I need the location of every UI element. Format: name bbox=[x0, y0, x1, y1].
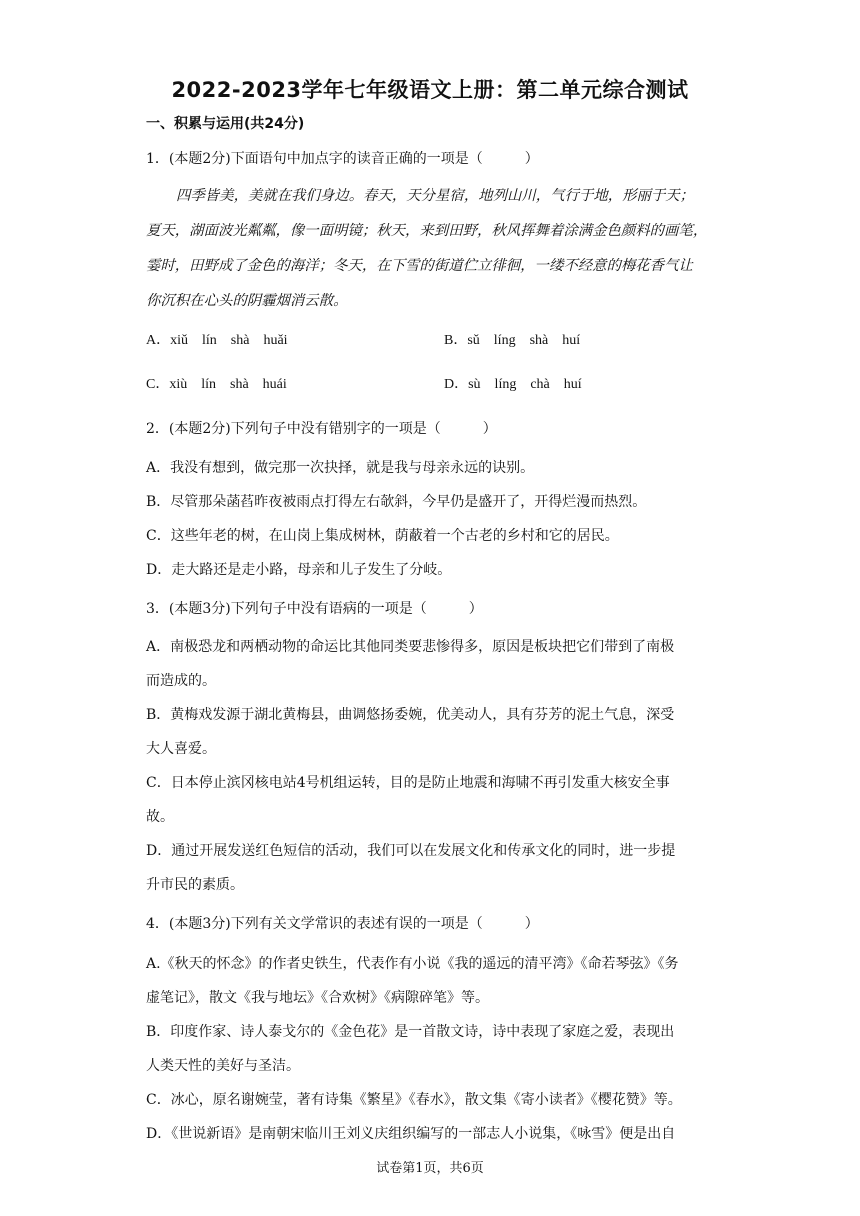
q2-option-b: B．尽管那朵菡萏昨夜被雨点打得左右欹斜，今早仍是盛开了，开得烂漫而热烈。 bbox=[146, 494, 647, 510]
page-title: 2022-2023学年七年级语文上册：第二单元综合测试 bbox=[171, 78, 689, 102]
q2-option-c: C．这些年老的树，在山岗上集成树林，荫蔽着一个古老的乡村和它的居民。 bbox=[146, 528, 619, 544]
q3-line-1: A．南极恐龙和两栖动物的命运比其他同类要悲惨得多，原因是板块把它们带到了南极 bbox=[146, 639, 675, 655]
q3-line-4: 大人喜爱。 bbox=[146, 741, 216, 757]
q3-line-5: C．日本停止滨冈核电站4号机组运转，目的是防止地震和海啸不再引发重大核安全事 bbox=[146, 775, 670, 791]
question-3-label: 3．(本题3分)下列句子中没有语病的一项是（ ） bbox=[146, 601, 483, 617]
question-4-label: 4．(本题3分)下列有关文学常识的表述有误的一项是（ ） bbox=[146, 916, 539, 932]
passage-line-2: 夏天，湖面波光粼粼，像一面明镜；秋天，来到田野，秋风挥舞着涂满金色颜料的画笔， bbox=[146, 223, 708, 239]
q4-line-4: 人类天性的美好与圣洁。 bbox=[146, 1058, 300, 1074]
q3-line-6: 故。 bbox=[146, 809, 174, 825]
q1-option-d: D．sù líng chà huí bbox=[444, 377, 582, 392]
q1-option-b: B．sǔ líng shà huí bbox=[444, 333, 581, 348]
passage-line-4: 你沉积在心头的阴霾烟消云散。 bbox=[146, 293, 348, 309]
q1-option-c: C．xiù lín shà huái bbox=[146, 377, 287, 392]
passage-line-3: 霎时，田野成了金色的海洋；冬天，在下雪的街道伫立徘徊，一缕不经意的梅花香气让 bbox=[146, 258, 693, 274]
q4-line-2: 虚笔记》，散文《我与地坛》《合欢树》《病隙碎笔》等。 bbox=[146, 990, 489, 1006]
passage-line-1: 四季皆美，美就在我们身边。春天，天分星宿，地列山川，气行于地，形丽于天； bbox=[176, 188, 695, 204]
question-1-label: 1．(本题2分)下面语句中加点字的读音正确的一项是（ ） bbox=[146, 151, 539, 167]
q3-line-3: B．黄梅戏发源于湖北黄梅县，曲调悠扬委婉，优美动人，具有芬芳的泥土气息，深受 bbox=[146, 707, 675, 723]
q4-line-5: C．冰心，原名谢婉莹，著有诗集《繁星》《春水》，散文集《寄小读者》《樱花赞》等。 bbox=[146, 1092, 682, 1108]
q3-line-8: 升市民的素质。 bbox=[146, 877, 244, 893]
question-2-label: 2．(本题2分)下列句子中没有错别字的一项是（ ） bbox=[146, 421, 497, 437]
q4-line-6: D．《世说新语》是南朝宋临川王刘义庆组织编写的一部志人小说集，《咏雪》便是出自 bbox=[146, 1126, 676, 1142]
q3-line-2: 而造成的。 bbox=[146, 673, 216, 689]
page-footer: 试卷第1页，共6页 bbox=[376, 1161, 484, 1176]
q4-line-3: B．印度作家、诗人泰戈尔的《金色花》是一首散文诗，诗中表现了家庭之爱，表现出 bbox=[146, 1024, 675, 1040]
q2-option-d: D．走大路还是走小路，母亲和儿子发生了分岐。 bbox=[146, 562, 452, 578]
q4-line-1: A.《秋天的怀念》的作者史铁生，代表作有小说《我的遥远的清平湾》《命若琴弦》《务 bbox=[146, 956, 679, 972]
section-heading: 一、积累与运用(共24分) bbox=[146, 116, 305, 132]
q2-option-a: A．我没有想到，做完那一次抉择，就是我与母亲永远的诀别。 bbox=[146, 460, 535, 476]
q1-option-a: A．xiǔ lín shà huǎi bbox=[146, 333, 288, 348]
q3-line-7: D．通过开展发送红色短信的活动，我们可以在发展文化和传承文化的同时，进一步提 bbox=[146, 843, 676, 859]
